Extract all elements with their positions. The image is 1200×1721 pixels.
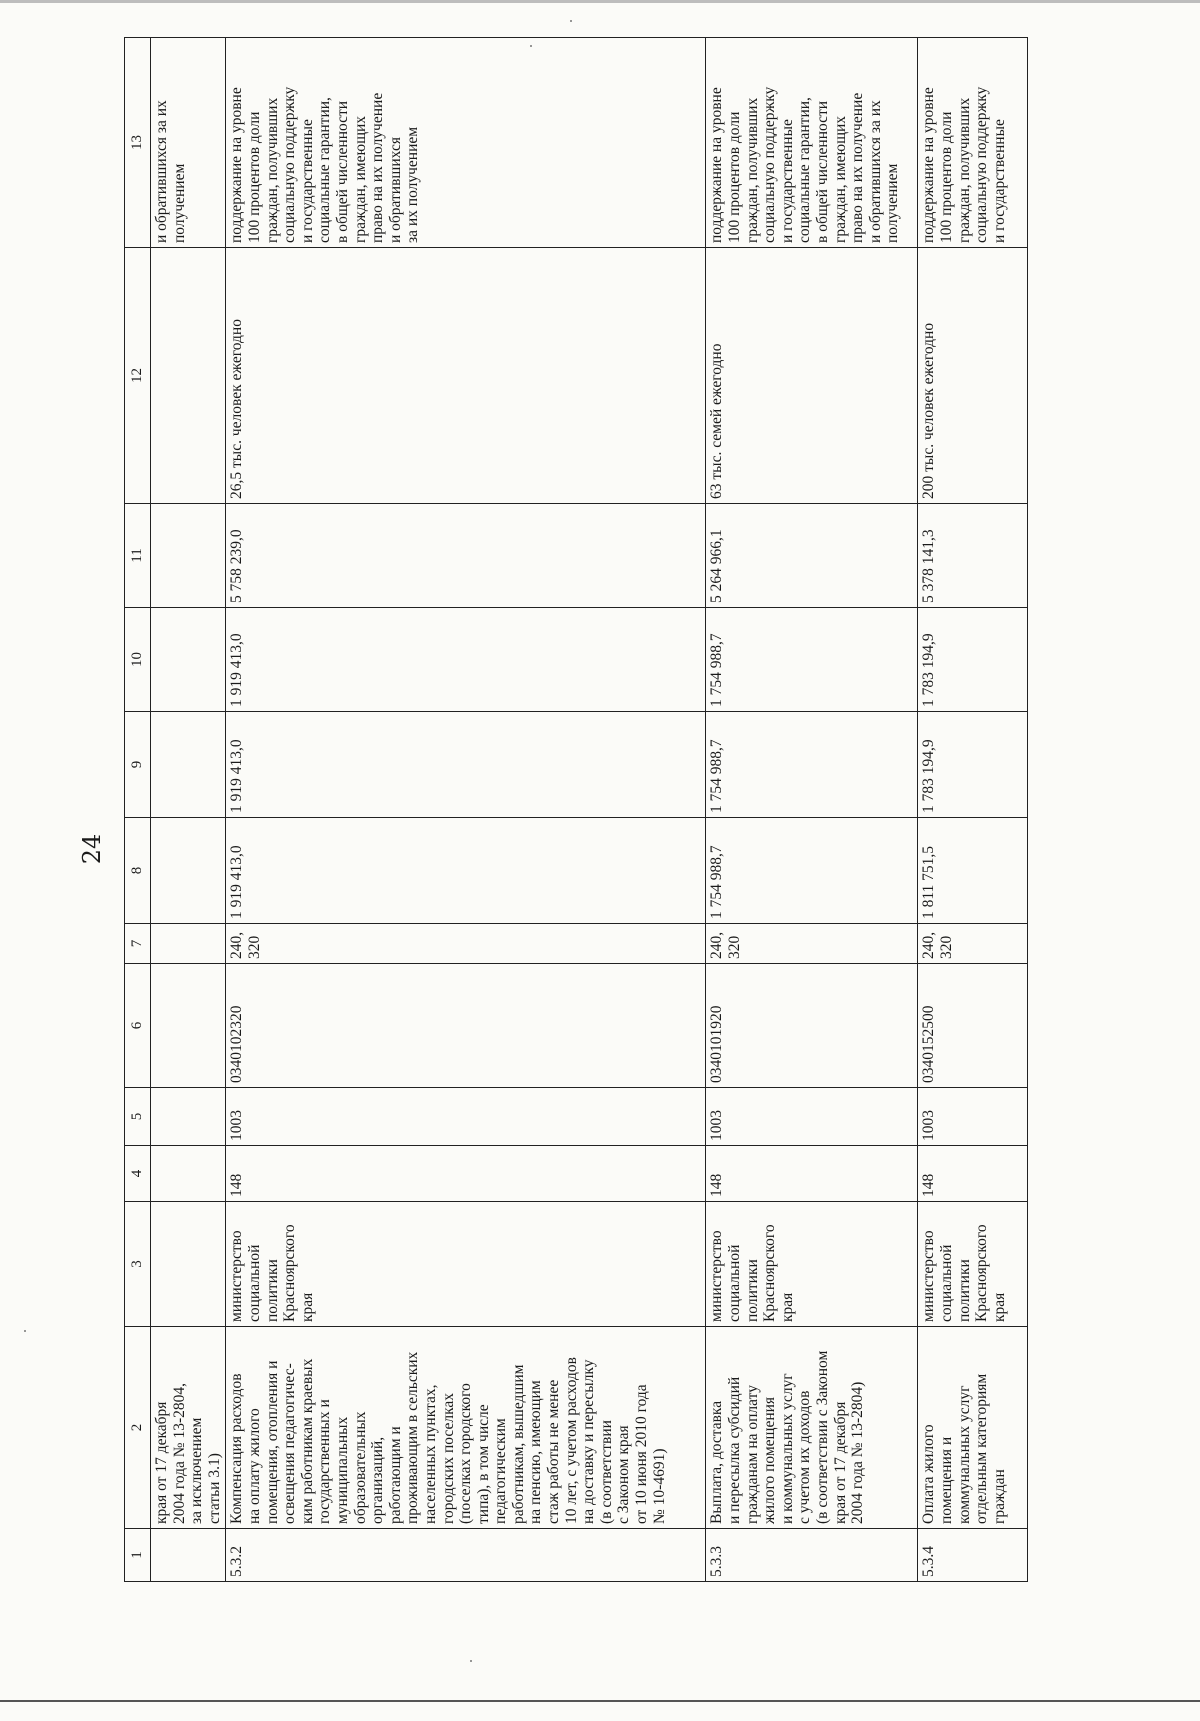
measure-name-cell: Оплата жилого помещения и коммунальных услуг отдельным категориям граждан bbox=[918, 1327, 1028, 1529]
amount-cell: 1 783 194,9 bbox=[918, 712, 1028, 818]
section-code-cell bbox=[151, 1088, 226, 1146]
amount-cell: 1 783 194,9 bbox=[918, 608, 1028, 712]
total-cell: 5 264 966,1 bbox=[706, 504, 918, 608]
table-row bbox=[226, 38, 706, 1582]
amount-cell: 1 919 413,0 bbox=[226, 818, 706, 924]
amount-cell: 1 811 751,5 bbox=[918, 818, 1028, 924]
expense-type-cell: 240, 320 bbox=[706, 924, 918, 964]
indicator-cell: поддержание на уровне 100 процентов доли граждан, получивших социальную поддержку и государственные социальные гарантии, в общей численности граждан, имеющих право на их получение и обратившихся за их получением bbox=[226, 38, 706, 248]
item-number-cell: 5.3.4 bbox=[918, 1529, 1028, 1582]
amount-cell: 1 919 413,0 bbox=[226, 712, 706, 818]
section-code-cell: 1003 bbox=[226, 1088, 706, 1146]
table-row bbox=[151, 38, 226, 1582]
column-header: 5 bbox=[125, 1088, 151, 1146]
measure-name-cell: Выплата, доставка и пересылка субсидий гражданам на оплату жилого помещения и коммунальных услуг с учетом их доходов (в соответствии с Законом края от 17 декабря 2004 года № 13-2804) bbox=[706, 1327, 918, 1529]
indicator-cell: поддержание на уровне 100 процентов доли граждан, получивших социальную поддержку и государственные bbox=[918, 38, 1028, 248]
total-cell: 5 378 141,3 bbox=[918, 504, 1028, 608]
executor-cell bbox=[151, 1202, 226, 1327]
scan-speck bbox=[570, 20, 572, 22]
column-header: 8 bbox=[125, 818, 151, 924]
item-number-cell bbox=[151, 1529, 226, 1582]
grbs-code-cell: 148 bbox=[918, 1146, 1028, 1202]
grbs-code-cell: 148 bbox=[226, 1146, 706, 1202]
indicator-cell: поддержание на уровне 100 процентов доли граждан, получивших социальную поддержку и государственные социальные гарантии, в общей численности граждан, имеющих право на их получение и обратившихся за их получением bbox=[706, 38, 918, 248]
expense-type-cell: 240, 320 bbox=[226, 924, 706, 964]
executor-cell: министерство социальной политики Красноярского края bbox=[918, 1202, 1028, 1327]
amount-cell bbox=[151, 818, 226, 924]
item-number-cell: 5.3.2 bbox=[226, 1529, 706, 1582]
amount-cell bbox=[151, 608, 226, 712]
indicator-cell: и обратившихся за их получением bbox=[151, 38, 226, 248]
rotated-table-container bbox=[124, 42, 1024, 1582]
amount-cell: 1 754 988,7 bbox=[706, 608, 918, 712]
target-article-cell: 0340101920 bbox=[706, 964, 918, 1088]
section-code-cell: 1003 bbox=[918, 1088, 1028, 1146]
budget-measures-table bbox=[124, 37, 1028, 1582]
expense-type-cell: 240, 320 bbox=[918, 924, 1028, 964]
total-cell bbox=[151, 504, 226, 608]
scan-top-edge bbox=[0, 0, 1200, 3]
expense-type-cell bbox=[151, 924, 226, 964]
measure-name-cell: Компенсация расходов на оплату жилого помещения, отопления и освещения педагогичес- ким работникам краевых государственных и муниципальных образовательных организаций, работающим и проживающим в сельских населенных пунктах, городских поселках (поселках городского типа), в том числе педагогическим работникам, вышедшим на пенсию, имеющим стаж работы не менее 10 лет, с учетом расходов на доставку и пересылку (в соответствии с Законом края от 10 июня 2010 года № 10-4691) bbox=[226, 1327, 706, 1529]
amount-cell bbox=[151, 712, 226, 818]
column-number-row bbox=[125, 38, 151, 1582]
expected-result-cell: 26,5 тыс. человек ежегодно bbox=[226, 248, 706, 504]
section-code-cell: 1003 bbox=[706, 1088, 918, 1146]
column-header: 2 bbox=[125, 1327, 151, 1529]
measure-name-cell: края от 17 декабря 2004 года № 13-2804, за исключением статьи 3.1) bbox=[151, 1327, 226, 1529]
amount-cell: 1 754 988,7 bbox=[706, 712, 918, 818]
target-article-cell: 0340102320 bbox=[226, 964, 706, 1088]
table-row bbox=[706, 38, 918, 1582]
amount-cell: 1 919 413,0 bbox=[226, 608, 706, 712]
column-header: 3 bbox=[125, 1202, 151, 1327]
column-header: 13 bbox=[125, 38, 151, 248]
expected-result-cell: 200 тыс. человек ежегодно bbox=[918, 248, 1028, 504]
column-header: 11 bbox=[125, 504, 151, 608]
target-article-cell: 0340152500 bbox=[918, 964, 1028, 1088]
expected-result-cell bbox=[151, 248, 226, 504]
table-row bbox=[918, 38, 1028, 1582]
scan-bottom-edge bbox=[0, 1700, 1200, 1702]
page-number: 24 bbox=[78, 833, 106, 865]
item-number-cell: 5.3.3 bbox=[706, 1529, 918, 1582]
column-header: 4 bbox=[125, 1146, 151, 1202]
amount-cell: 1 754 988,7 bbox=[706, 818, 918, 924]
column-header: 6 bbox=[125, 964, 151, 1088]
grbs-code-cell: 148 bbox=[706, 1146, 918, 1202]
target-article-cell bbox=[151, 964, 226, 1088]
column-header: 1 bbox=[125, 1529, 151, 1582]
executor-cell: министерство социальной политики Красноярского края bbox=[706, 1202, 918, 1327]
column-header: 7 bbox=[125, 924, 151, 964]
grbs-code-cell bbox=[151, 1146, 226, 1202]
total-cell: 5 758 239,0 bbox=[226, 504, 706, 608]
executor-cell: министерство социальной политики Красноярского края bbox=[226, 1202, 706, 1327]
scan-speck bbox=[470, 1660, 472, 1662]
column-header: 12 bbox=[125, 248, 151, 504]
expected-result-cell: 63 тыс. семей ежегодно bbox=[706, 248, 918, 504]
scan-speck bbox=[24, 1330, 26, 1332]
column-header: 10 bbox=[125, 608, 151, 712]
column-header: 9 bbox=[125, 712, 151, 818]
